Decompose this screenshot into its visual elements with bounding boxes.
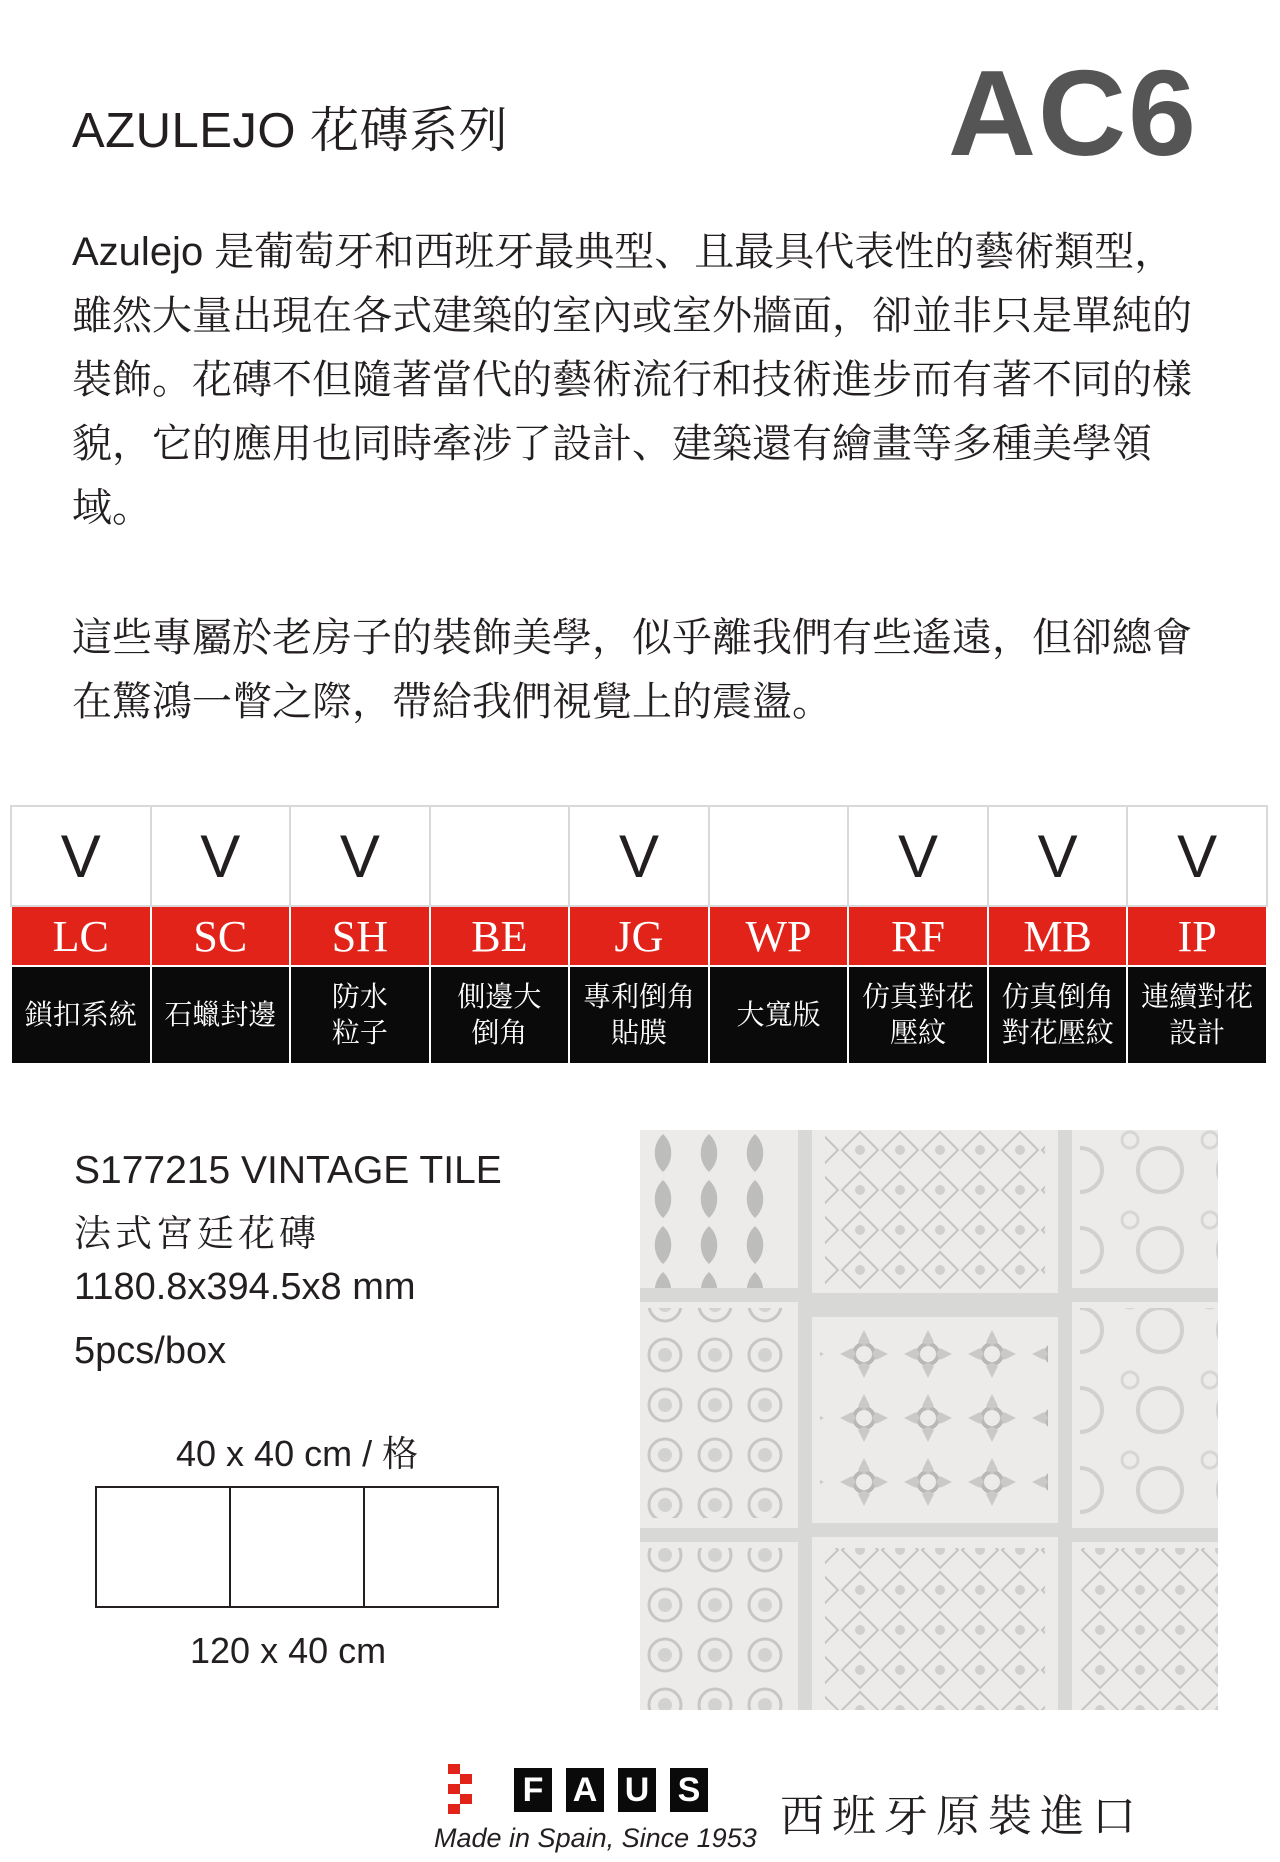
series-title: AZULEJO 花磚系列 [72, 104, 509, 158]
logo-letter: S [670, 1768, 708, 1812]
grid-cell [97, 1488, 231, 1606]
logo-letter: A [566, 1768, 604, 1812]
product-pack: 5pcs/box [74, 1330, 227, 1372]
feature-check [709, 806, 849, 906]
feature-code: MB [988, 906, 1128, 966]
feature-name: 大寬版 [709, 966, 849, 1064]
feature-name: 側邊大 倒角 [430, 966, 570, 1064]
feature-check: V [11, 806, 151, 906]
feature-check-row [11, 806, 1267, 906]
faus-logo-mark-icon [444, 1760, 504, 1820]
product-series-code: AC6 [947, 45, 1198, 181]
feature-name: 專利倒角 貼膜 [569, 966, 709, 1064]
feature-code: SC [151, 906, 291, 966]
feature-check [430, 806, 570, 906]
logo-letter: F [514, 1768, 552, 1812]
product-dimensions: 1180.8x394.5x8 mm [74, 1266, 416, 1308]
product-name: 法式宮廷花磚 [74, 1212, 320, 1255]
made-in-spain-text: Made in Spain, Since 1953 [434, 1823, 757, 1853]
logo-letter: U [618, 1768, 656, 1812]
feature-check: V [569, 806, 709, 906]
feature-table [10, 805, 1268, 1065]
feature-name: 仿真倒角 對花壓紋 [988, 966, 1128, 1064]
feature-code-row [11, 906, 1267, 966]
feature-code: RF [848, 906, 988, 966]
feature-check: V [848, 806, 988, 906]
feature-name: 連續對花 設計 [1127, 966, 1267, 1064]
feature-name: 鎖扣系統 [11, 966, 151, 1064]
feature-check: V [988, 806, 1128, 906]
import-origin-text: 西班牙原裝進口 [780, 1791, 1144, 1842]
grid-total-size-label: 120 x 40 cm [190, 1630, 387, 1671]
feature-check: V [1127, 806, 1267, 906]
feature-code: IP [1127, 906, 1267, 966]
feature-name-row [11, 966, 1267, 1064]
grid-cell-size-label: 40 x 40 cm / 格 [176, 1433, 419, 1474]
feature-name: 防水 粒子 [290, 966, 430, 1064]
feature-code: LC [11, 906, 151, 966]
feature-name: 仿真對花 壓紋 [848, 966, 988, 1064]
grid-cell [365, 1488, 497, 1606]
feature-name: 石蠟封邊 [151, 966, 291, 1064]
description-paragraph-1: Azulejo 是葡萄牙和西班牙最典型、且最具代表性的藝術類型，雖然大量出現在各式建築的室內或室外牆面，卻並非只是單純的裝飾。花磚不但隨著當代的藝術流行和技術進步而有著不同的樣貌，它的應用也同時牽涉了設計、建築還有繪畫等多種美學領域。 [72, 230, 1192, 530]
tile-pattern-image [640, 1130, 1218, 1710]
grid-diagram [95, 1486, 499, 1608]
feature-code: JG [569, 906, 709, 966]
feature-code: BE [430, 906, 570, 966]
feature-check: V [151, 806, 291, 906]
grid-cell [231, 1488, 365, 1606]
product-code: S177215 VINTAGE TILE [74, 1149, 502, 1192]
feature-code: SH [290, 906, 430, 966]
tile-squares [640, 1130, 1218, 1710]
feature-check: V [290, 806, 430, 906]
description-paragraph-2: 這些專屬於老房子的裝飾美學，似乎離我們有些遙遠，但卻總會在驚鴻一瞥之際，帶給我們視覺上的震盪。 [72, 616, 1192, 724]
feature-code: WP [709, 906, 849, 966]
